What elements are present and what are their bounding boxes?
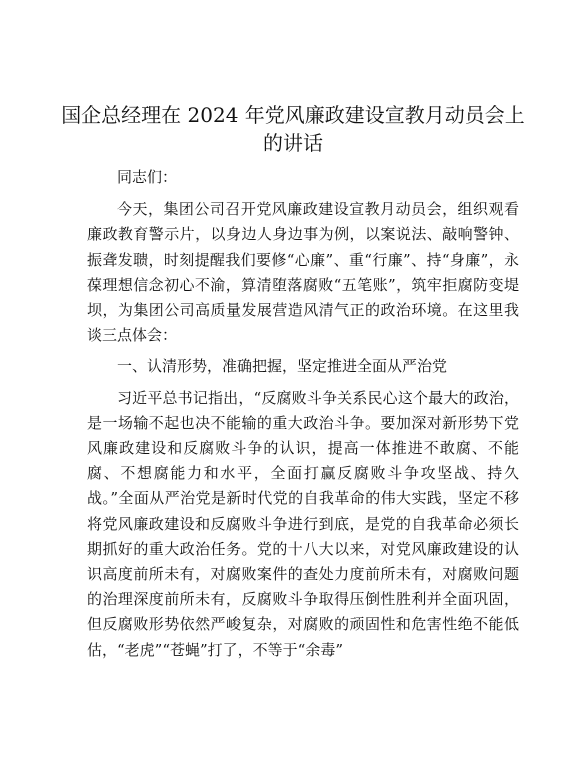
paragraph-section-1: 习近平总书记指出，“反腐败斗争关系民心这个最大的政治，是一场输不起也决不能输的重大政治斗争。要加深对新形势下党风廉政建设和反腐败斗争的认识，提高一体推进不敢腐、不能腐、不想腐能力和水平，全面打赢反腐败斗争攻坚战、持久战。”全面从严治党是新时代党的自我革命的伟大实践，坚定不移将党风廉政建设和反腐败斗争进行到底，是党的自我革命必须长期抓好的重大政治任务。党的十八大以来，对党风廉政建设的认识高度前所未有，对腐败案件的查处力度前所未有，对腐败问题的治理深度前所未有，反腐败斗争取得压倒性胜利并全面巩固，但反腐败形势依然严峻复杂，对腐败的顽固性和危害性绝不能低估，“老虎”“苍蝇”打了，不等于“余毒” <box>87 388 519 659</box>
section-heading-1: 一、认清形势，准确把握，坚定推进全面从严治党 <box>117 357 448 376</box>
greeting: 同志们： <box>117 168 178 186</box>
document-title: 国企总经理在 2024 年党风廉政建设宣教月动员会上的讲话 <box>61 103 525 155</box>
paragraph-intro: 今天，集团公司召开党风廉政建设宣教月动员会，组织观看廉政教育警示片，以身边人身边事为例，以案说法、敲响警钟、振聋发聩，时刻提醒我们要修“心廉”、重“行廉”、持“身廉”，永葆理想信念初心不渝，算清堕落腐败“五笔账”，筑牢拒腐防变堤坝，为集团公司高质量发展营造风清气正的政治环境。在这里我谈三点体会： <box>87 200 519 345</box>
document-body <box>87 165 519 663</box>
